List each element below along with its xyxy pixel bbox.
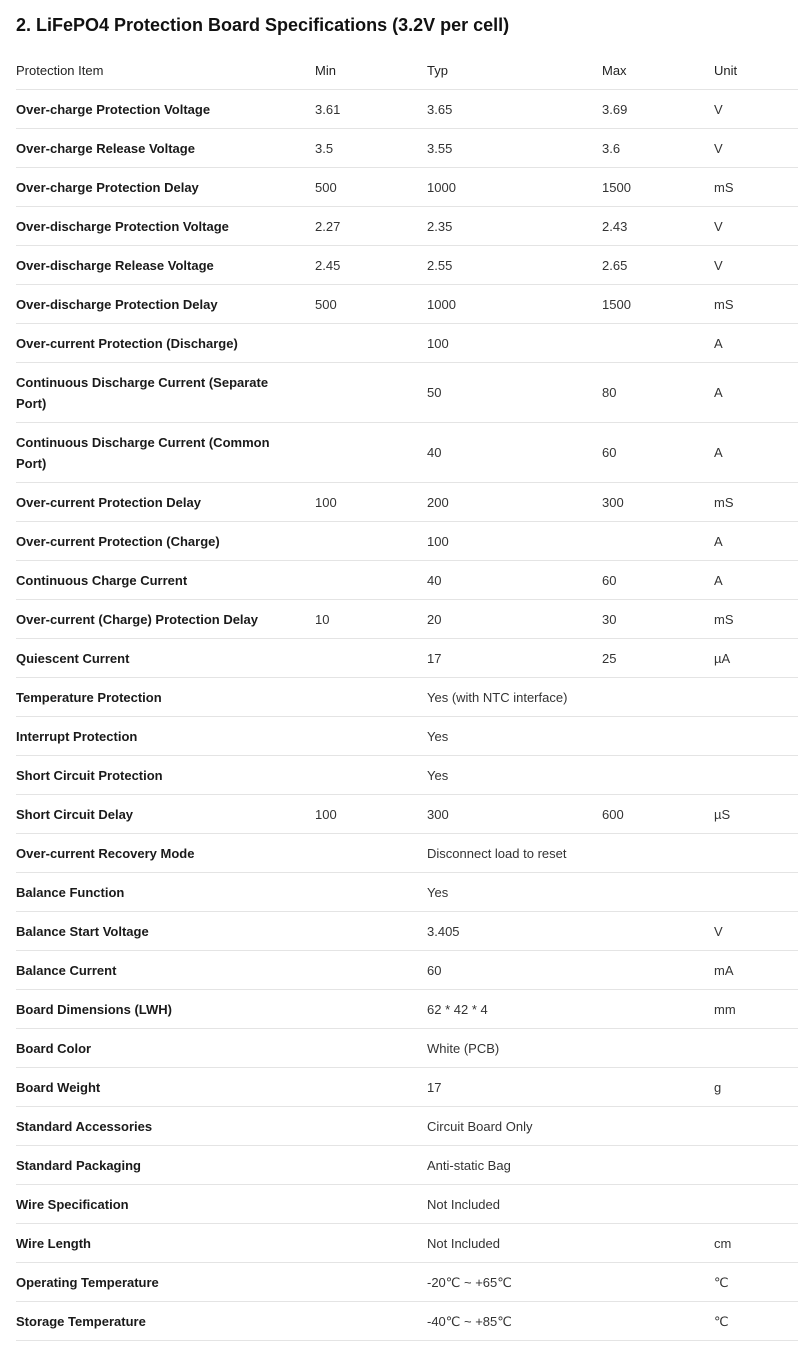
row-item: Over-charge Protection Voltage (16, 90, 315, 129)
row-item: Wire Specification (16, 1185, 315, 1224)
row-unit (714, 1146, 798, 1185)
row-typ: 100 (427, 522, 602, 561)
row-min (315, 423, 427, 483)
row-typ: 2.35 (427, 207, 602, 246)
table-row (16, 1146, 798, 1185)
table-row (16, 1263, 798, 1302)
row-max: 60 (602, 561, 714, 600)
row-unit: V (714, 207, 798, 246)
row-typ: Yes (427, 756, 602, 795)
row-min: 3.61 (315, 90, 427, 129)
row-typ: 17 (427, 639, 602, 678)
row-typ: 1000 (427, 168, 602, 207)
row-unit: A (714, 324, 798, 363)
table-row (16, 1068, 798, 1107)
row-max (602, 1185, 714, 1224)
table-header (16, 51, 798, 90)
table-row (16, 1185, 798, 1224)
row-unit (714, 717, 798, 756)
row-min (315, 717, 427, 756)
row-max (602, 522, 714, 561)
row-max (602, 756, 714, 795)
table-row (16, 951, 798, 990)
row-max (602, 834, 714, 873)
row-item: Over-current Protection Delay (16, 483, 315, 522)
table-row (16, 363, 798, 423)
row-max (602, 990, 714, 1029)
row-min: 2.27 (315, 207, 427, 246)
row-min (315, 639, 427, 678)
row-unit: mS (714, 483, 798, 522)
row-item: Interrupt Protection (16, 717, 315, 756)
row-typ: 300 (427, 795, 602, 834)
header-row (16, 51, 798, 90)
row-typ: 20 (427, 600, 602, 639)
header-unit: Unit (714, 51, 798, 90)
row-unit: V (714, 912, 798, 951)
row-unit: µA (714, 639, 798, 678)
row-typ: 40 (427, 561, 602, 600)
row-min (315, 1185, 427, 1224)
row-max: 60 (602, 423, 714, 483)
row-typ: Disconnect load to reset (427, 834, 602, 873)
row-max (602, 1146, 714, 1185)
row-unit: mS (714, 285, 798, 324)
row-max (602, 324, 714, 363)
row-typ: White (PCB) (427, 1029, 602, 1068)
row-min (315, 1146, 427, 1185)
row-min: 100 (315, 483, 427, 522)
row-item: Over-current Protection (Discharge) (16, 324, 315, 363)
row-max: 80 (602, 363, 714, 423)
row-max: 2.43 (602, 207, 714, 246)
table-row (16, 1224, 798, 1263)
table-row (16, 423, 798, 483)
row-typ: Yes (with NTC interface) (427, 678, 602, 717)
row-item: Storage Temperature (16, 1302, 315, 1341)
table-row (16, 795, 798, 834)
row-unit: mS (714, 600, 798, 639)
row-max (602, 1263, 714, 1302)
row-max: 3.69 (602, 90, 714, 129)
table-row (16, 522, 798, 561)
row-typ: Anti-static Bag (427, 1146, 602, 1185)
row-typ: 3.55 (427, 129, 602, 168)
row-unit: V (714, 129, 798, 168)
row-min (315, 990, 427, 1029)
row-item: Board Weight (16, 1068, 315, 1107)
row-min (315, 1263, 427, 1302)
row-unit: ℃ (714, 1263, 798, 1302)
row-max (602, 1224, 714, 1263)
row-item: Quiescent Current (16, 639, 315, 678)
row-min (315, 1107, 427, 1146)
row-item: Balance Current (16, 951, 315, 990)
row-unit: A (714, 561, 798, 600)
table-row (16, 1302, 798, 1341)
row-typ: 3.65 (427, 90, 602, 129)
row-typ: 2.55 (427, 246, 602, 285)
row-max (602, 1029, 714, 1068)
row-unit (714, 1185, 798, 1224)
row-min (315, 1302, 427, 1341)
row-max (602, 1107, 714, 1146)
row-max: 300 (602, 483, 714, 522)
header-typ: Typ (427, 51, 602, 90)
header-protection-item: Protection Item (16, 51, 315, 90)
row-min (315, 1029, 427, 1068)
row-unit: ℃ (714, 1302, 798, 1341)
row-item: Over-charge Protection Delay (16, 168, 315, 207)
page-title: 2. LiFePO4 Protection Board Specifications (3.2V per cell) (16, 15, 510, 35)
table-row (16, 756, 798, 795)
row-unit (714, 873, 798, 912)
row-min (315, 1068, 427, 1107)
row-min: 500 (315, 285, 427, 324)
table-row (16, 678, 798, 717)
table-row (16, 561, 798, 600)
row-item: Over-charge Release Voltage (16, 129, 315, 168)
row-min: 2.45 (315, 246, 427, 285)
table-row (16, 600, 798, 639)
row-typ: 17 (427, 1068, 602, 1107)
row-unit: A (714, 363, 798, 423)
row-min (315, 834, 427, 873)
row-item: Over-discharge Protection Delay (16, 285, 315, 324)
row-min: 10 (315, 600, 427, 639)
row-unit (714, 678, 798, 717)
row-item: Balance Start Voltage (16, 912, 315, 951)
row-unit: cm (714, 1224, 798, 1263)
row-item: Over-discharge Protection Voltage (16, 207, 315, 246)
table-row (16, 483, 798, 522)
row-item: Standard Accessories (16, 1107, 315, 1146)
row-typ: 62 * 42 * 4 (427, 990, 602, 1029)
row-max (602, 717, 714, 756)
row-min (315, 363, 427, 423)
row-typ: Not Included (427, 1224, 602, 1263)
row-min (315, 678, 427, 717)
spec-table (16, 51, 798, 1341)
row-item: Continuous Discharge Current (Separate Port) (16, 363, 315, 423)
row-typ: 40 (427, 423, 602, 483)
row-max (602, 912, 714, 951)
row-unit (714, 1029, 798, 1068)
row-item: Over-current Recovery Mode (16, 834, 315, 873)
row-unit: mS (714, 168, 798, 207)
row-min: 100 (315, 795, 427, 834)
row-item: Over-current Protection (Charge) (16, 522, 315, 561)
row-typ: 3.405 (427, 912, 602, 951)
row-max: 600 (602, 795, 714, 834)
row-max: 1500 (602, 285, 714, 324)
row-unit (714, 756, 798, 795)
row-item: Temperature Protection (16, 678, 315, 717)
row-item: Operating Temperature (16, 1263, 315, 1302)
row-max (602, 951, 714, 990)
row-max (602, 873, 714, 912)
table-row (16, 1029, 798, 1068)
row-unit: µS (714, 795, 798, 834)
row-typ: 100 (427, 324, 602, 363)
row-typ: Circuit Board Only (427, 1107, 602, 1146)
row-typ: Yes (427, 717, 602, 756)
row-typ: -40℃ ~ +85℃ (427, 1302, 602, 1341)
header-min: Min (315, 51, 427, 90)
row-item: Balance Function (16, 873, 315, 912)
table-row (16, 324, 798, 363)
row-typ: 60 (427, 951, 602, 990)
row-unit: g (714, 1068, 798, 1107)
row-typ: 50 (427, 363, 602, 423)
row-max: 30 (602, 600, 714, 639)
row-unit: mm (714, 990, 798, 1029)
table-row (16, 168, 798, 207)
row-unit: A (714, 522, 798, 561)
row-max: 2.65 (602, 246, 714, 285)
table-row (16, 90, 798, 129)
row-min (315, 912, 427, 951)
row-min (315, 1224, 427, 1263)
row-unit (714, 1107, 798, 1146)
row-item: Continuous Discharge Current (Common Port) (16, 423, 315, 483)
row-item: Standard Packaging (16, 1146, 315, 1185)
row-min (315, 324, 427, 363)
row-min: 500 (315, 168, 427, 207)
row-max: 25 (602, 639, 714, 678)
row-item: Over-discharge Release Voltage (16, 246, 315, 285)
row-typ: Not Included (427, 1185, 602, 1224)
table-row (16, 1107, 798, 1146)
table-row (16, 834, 798, 873)
table-row (16, 990, 798, 1029)
row-unit (714, 834, 798, 873)
row-max: 1500 (602, 168, 714, 207)
table-row (16, 639, 798, 678)
table-row (16, 912, 798, 951)
row-unit: A (714, 423, 798, 483)
row-typ: 1000 (427, 285, 602, 324)
row-max: 3.6 (602, 129, 714, 168)
row-min (315, 756, 427, 795)
header-max: Max (602, 51, 714, 90)
row-typ: Yes (427, 873, 602, 912)
row-item: Wire Length (16, 1224, 315, 1263)
row-unit: mA (714, 951, 798, 990)
row-typ: 200 (427, 483, 602, 522)
row-max (602, 678, 714, 717)
row-min: 3.5 (315, 129, 427, 168)
row-min (315, 951, 427, 990)
row-item: Board Color (16, 1029, 315, 1068)
row-item: Over-current (Charge) Protection Delay (16, 600, 315, 639)
row-item: Continuous Charge Current (16, 561, 315, 600)
row-min (315, 522, 427, 561)
row-item: Short Circuit Protection (16, 756, 315, 795)
row-unit: V (714, 246, 798, 285)
table-row (16, 717, 798, 756)
row-max (602, 1068, 714, 1107)
row-min (315, 561, 427, 600)
table-row (16, 129, 798, 168)
row-item: Short Circuit Delay (16, 795, 315, 834)
table-row (16, 873, 798, 912)
table-row (16, 207, 798, 246)
table-row (16, 246, 798, 285)
row-min (315, 873, 427, 912)
row-typ: -20℃ ~ +65℃ (427, 1263, 602, 1302)
table-row (16, 285, 798, 324)
row-unit: V (714, 90, 798, 129)
row-max (602, 1302, 714, 1341)
table-body (16, 90, 798, 1341)
row-item: Board Dimensions (LWH) (16, 990, 315, 1029)
